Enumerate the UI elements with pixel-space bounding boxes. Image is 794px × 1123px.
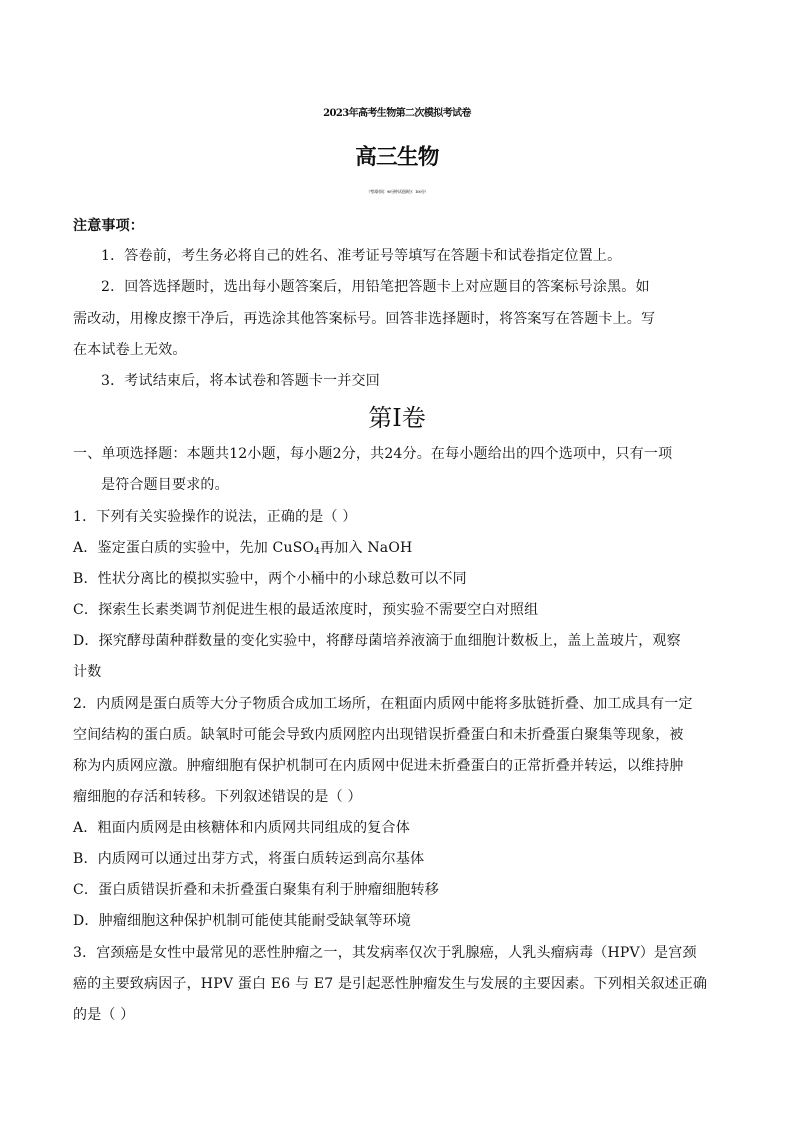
- exam-time-and-score: （考试时间：90分钟 试卷满分：100分）: [366, 189, 428, 194]
- question-3-stem-line-1: 3．宫颈癌是女性中最常见的恶性肿瘤之一，其发病率仅次于乳腺癌，人乳头瘤病毒（HPV）是宫颈: [73, 945, 697, 961]
- option-a-subscript: 4: [314, 547, 321, 557]
- question-1-option-b: B．性状分离比的模拟实验中，两个小桶中的小球总数可以不同: [73, 571, 467, 587]
- subject-title: 高三生物: [355, 145, 439, 170]
- question-1-stem: 1．下列有关实验操作的说法，正确的是（ ）: [73, 509, 357, 525]
- question-2-stem-line-1: 2．内质网是蛋白质等大分子物质合成加工场所，在粗面内质网中能将多肽链折叠、加工成具有一定: [73, 696, 693, 712]
- note-item-2-line-3: 在本试卷上无效。: [73, 342, 187, 358]
- question-2-stem-line-3: 称为内质网应激。肿瘤细胞有保护机制可在内质网中促进未折叠蛋白的正常折叠并转运，以维持肿: [73, 758, 684, 774]
- question-1-option-d-line-1: D．探究酵母菌种群数量的变化实验中，将酵母菌培养液滴于血细胞计数板上，盖上盖玻片，观察: [73, 633, 681, 649]
- note-item-1: 1．答卷前，考生务必将自己的姓名、准考证号等填写在答题卡和试卷指定位置上。: [101, 248, 622, 264]
- note-item-2-line-2: 需改动，用橡皮擦干净后，再选涂其他答案标号。回答非选择题时，将答案写在答题卡上。写: [73, 311, 656, 327]
- note-item-2-line-1: 2．回答选择题时，选出每小题答案后，用铅笔把答题卡上对应题目的答案标号涂黑。如: [101, 279, 650, 295]
- question-2-option-b: B．内质网可以通过出芽方式，将蛋白质转运到高尔基体: [73, 851, 425, 867]
- question-1-option-a: [73, 538, 412, 558]
- question-3-stem-line-2: 癌的主要致病因子，HPV 蛋白 E6 与 E7 是引起恶性肿瘤发生与发展的主要因素。下列相关叙述正确: [73, 976, 708, 992]
- option-a-text: A．鉴定蛋白质的实验中，先加 CuSO: [73, 540, 315, 556]
- section-heading-line-1: 一、单项选择题：本题共12小题，每小题2分，共24分。在每小题给出的四个选项中，只有一项: [73, 446, 673, 462]
- question-2-option-a: A．粗面内质网是由核糖体和内质网共同组成的复合体: [73, 820, 410, 836]
- notes-heading: 注意事项：: [73, 218, 144, 234]
- question-2-option-d: D．肿瘤细胞这种保护机制可能使其能耐受缺氧等环境: [73, 913, 412, 929]
- section-heading-line-2: 是符合题目要求的。: [101, 477, 229, 493]
- option-a-text-end: 再加入 NaOH: [320, 540, 413, 556]
- note-item-3: 3．考试结束后，将本试卷和答题卡一并交回: [101, 373, 380, 389]
- question-2-stem-line-2: 空间结构的蛋白质。缺氧时可能会导致内质网腔内出现错误折叠蛋白和未折叠蛋白聚集等现象，被: [73, 727, 684, 743]
- question-2-option-c: C．蛋白质错误折叠和未折叠蛋白聚集有利于肿瘤细胞转移: [73, 882, 439, 898]
- question-1-option-c: C．探索生长素类调节剂促进生根的最适浓度时，预实验不需要空白对照组: [73, 602, 539, 618]
- part-one-title: 第Ⅰ卷: [368, 404, 426, 432]
- question-2-stem-line-4: 瘤细胞的存活和转移。下列叙述错误的是（ ）: [73, 789, 362, 805]
- question-1-option-d-line-2: 计数: [73, 664, 102, 680]
- exam-title: 2023年高考生物第二次模拟考试卷: [323, 108, 471, 119]
- question-3-stem-line-3: 的是（ ）: [73, 1007, 135, 1023]
